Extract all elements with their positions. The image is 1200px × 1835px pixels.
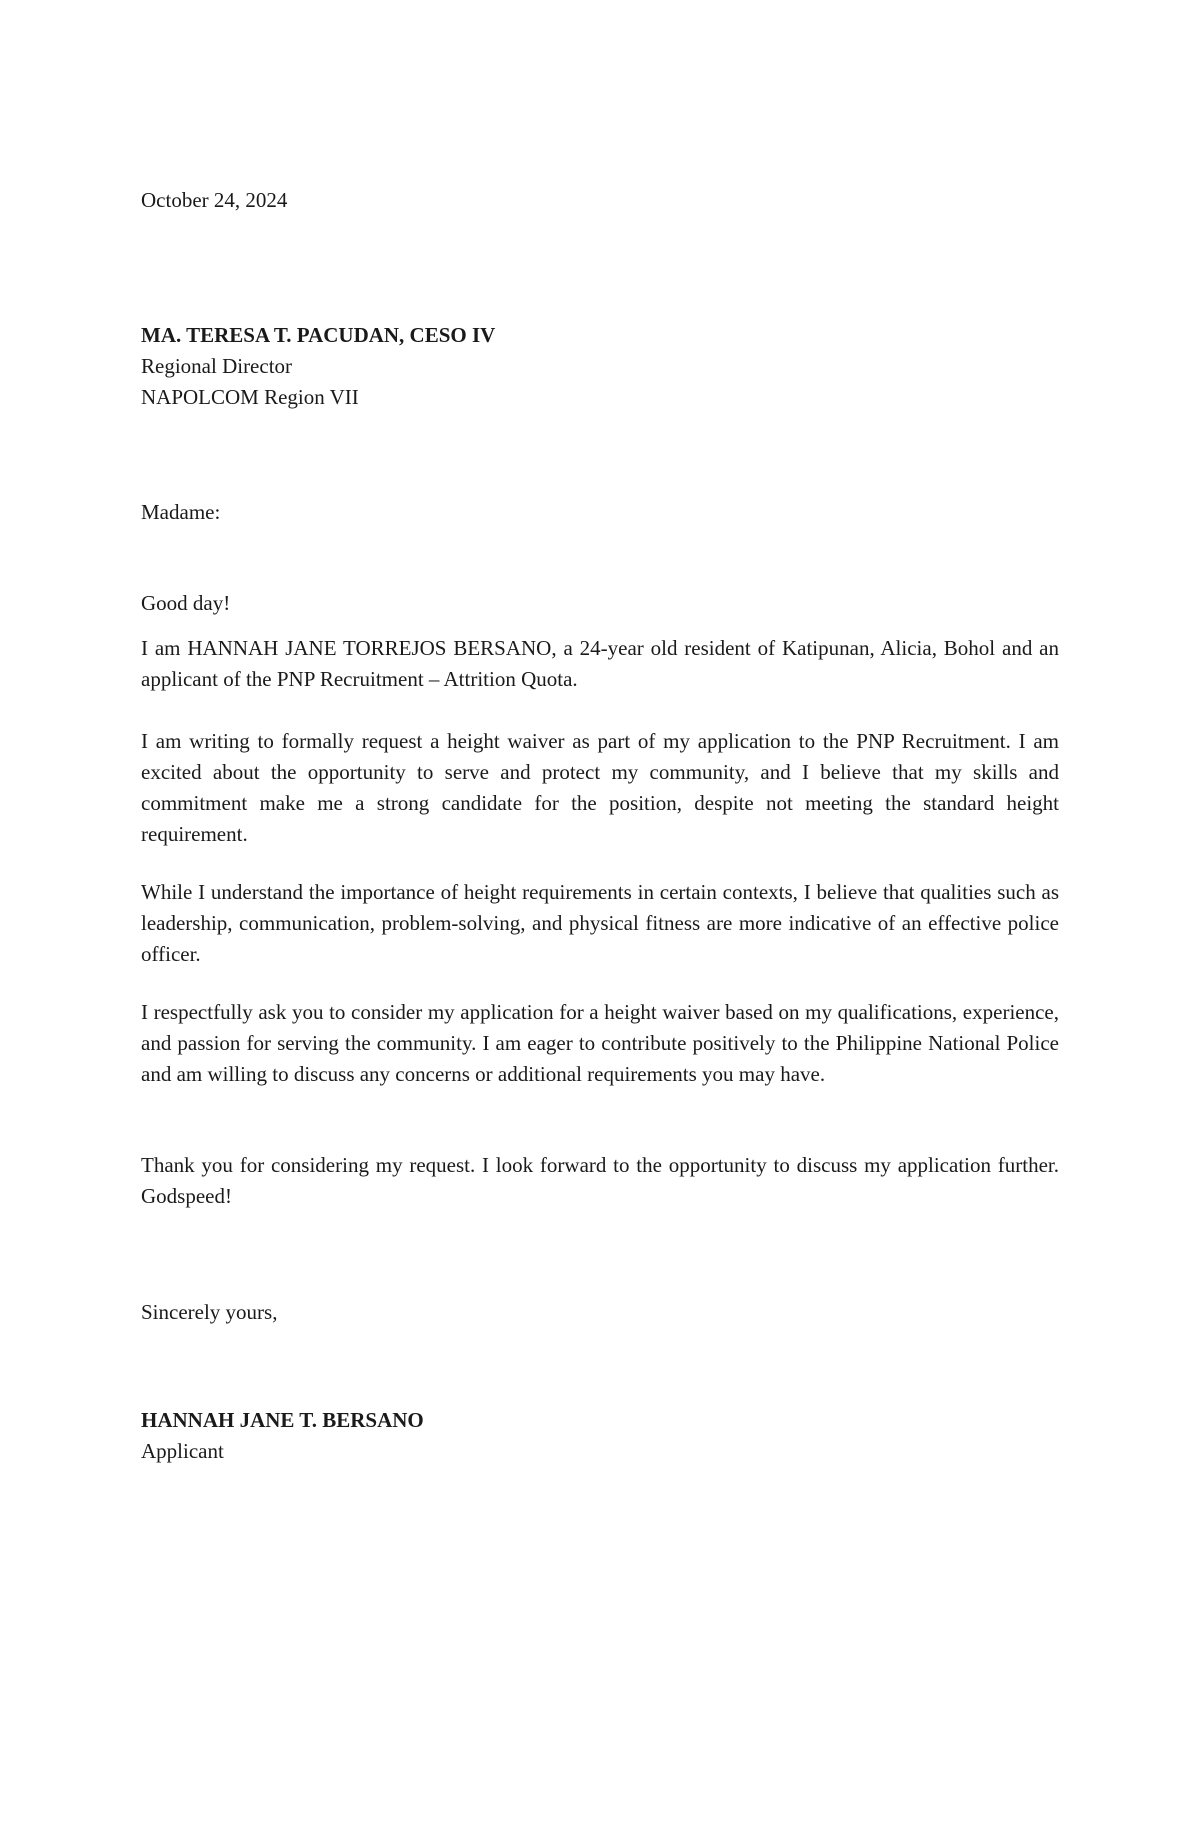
recipient-title: Regional Director <box>141 354 293 378</box>
body-paragraph-2: I am writing to formally request a height waiver as part of my application to the PNP Recruitment. I am excited about the opportunity to serve and protect my community, and I believe that my skills and commitment make me a strong candidate for the position, despite not meeting the standard height requirement. <box>141 729 1059 846</box>
greeting: Good day! <box>141 591 231 615</box>
signatory-role: Applicant <box>141 1439 224 1463</box>
salutation: Madame: <box>141 500 221 524</box>
body-paragraph-3: While I understand the importance of height requirements in certain contexts, I believe that qualities such as leadership, communication, problem-solving, and physical fitness are more indicative of an effective police officer. <box>141 880 1059 966</box>
body-paragraph-4: I respectfully ask you to consider my application for a height waiver based on my qualifications, experience, and passion for serving the community. I am eager to contribute positively to the Philippine National Police and am willing to discuss any concerns or additional requirements you may have. <box>141 1000 1059 1086</box>
signatory-name: HANNAH JANE T. BERSANO <box>141 1408 424 1432</box>
closing: Sincerely yours, <box>141 1300 278 1324</box>
body-paragraph-5: Thank you for considering my request. I look forward to the opportunity to discuss my application further. Godspeed! <box>141 1153 1059 1208</box>
recipient-block <box>141 320 1059 413</box>
recipient-name: MA. TERESA T. PACUDAN, CESO IV <box>141 323 496 347</box>
letter-date: October 24, 2024 <box>141 188 288 212</box>
body-paragraph-1: I am HANNAH JANE TORREJOS BERSANO, a 24-year old resident of Katipunan, Alicia, Bohol and an applicant of the PNP Recruitment – Attrition Quota. <box>141 636 1059 691</box>
signature-block <box>141 1405 1059 1467</box>
recipient-office: NAPOLCOM Region VII <box>141 385 359 409</box>
